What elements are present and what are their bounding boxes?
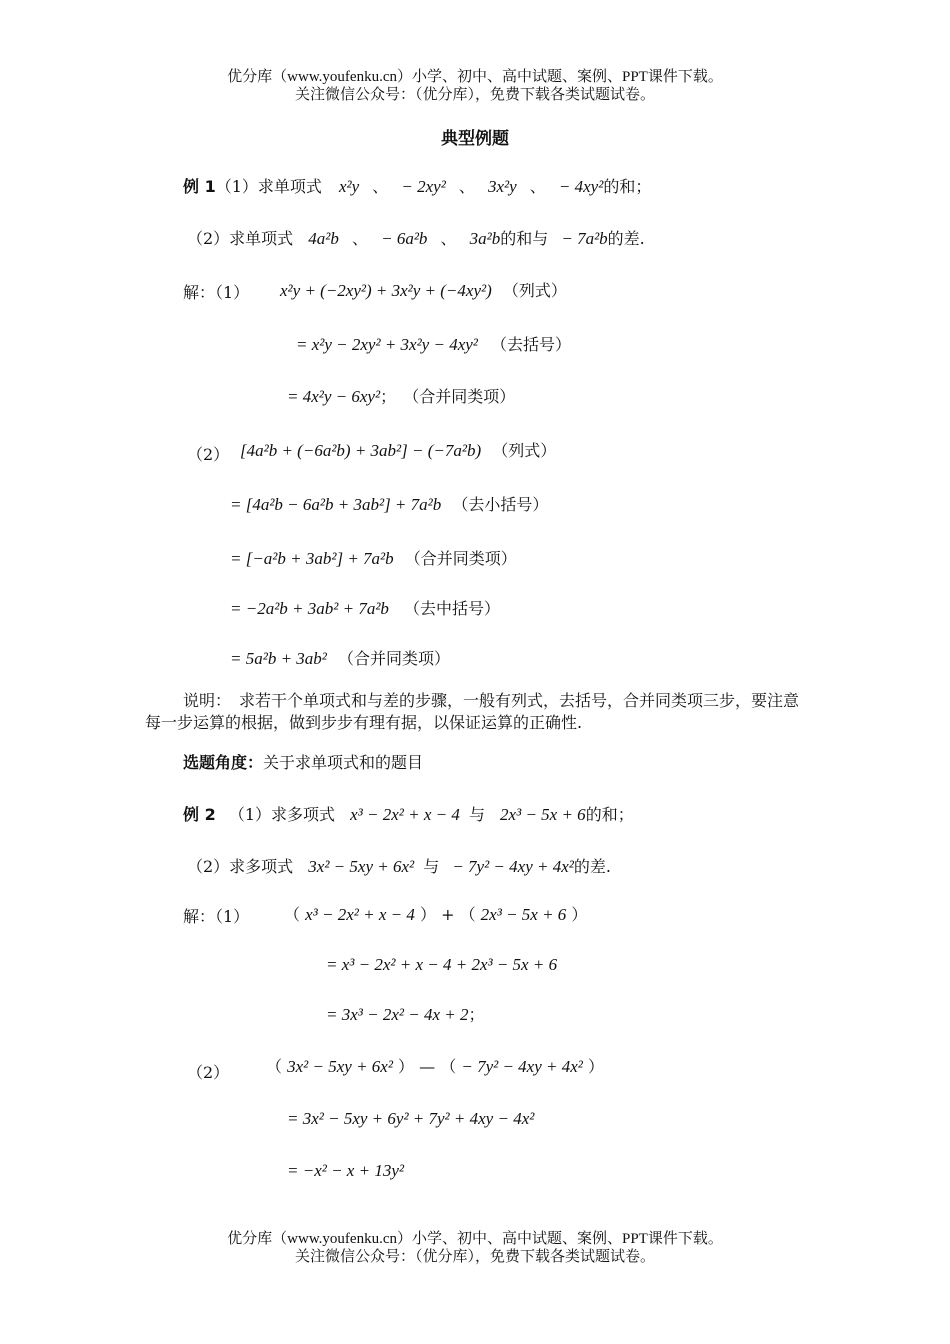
ex2-q1-prefix: （1）求多项式 <box>228 805 335 824</box>
step-note: （去小括号） <box>452 495 549 514</box>
math-expression: x²y + (−2xy²) + 3x²y + (−4xy²) <box>280 281 492 300</box>
math-expression: x³ − 2x² + x − 4 <box>305 905 415 924</box>
separator: 、 <box>351 229 368 248</box>
math-expression: = 3x² − 5xy + 6y² + 7y² + 4xy − 4x² <box>287 1109 535 1128</box>
ex1-term-2: − 2xy² <box>401 177 446 196</box>
ex1-label: 例 1 <box>183 177 216 196</box>
ex2-sol2-step-3 <box>287 1160 404 1182</box>
ex1-sol2-step-2 <box>230 494 548 516</box>
ex1-mono-3: 3a²b <box>469 229 501 248</box>
math-expression: = 5a²b + 3ab² <box>230 649 327 668</box>
math-expression: = 3x³ − 2x² − 4x + 2 <box>326 1005 469 1024</box>
close-paren: ） <box>398 1057 415 1076</box>
ex1-sol2-step-3 <box>230 548 517 570</box>
step-note: （去括号） <box>490 335 571 354</box>
ex2-q1-suffix: 的和； <box>585 805 634 824</box>
math-expression: = [−a²b + 3ab²] + 7a²b <box>230 549 394 568</box>
page-title: 典型例题 <box>441 129 509 149</box>
math-expression: − 7y² − 4xy + 4x² <box>461 1057 583 1076</box>
explanation-note: 说明： 求若干个单项式和与差的步骤，一般有列式，去括号，合并同类项三步，要注意每一步运算的根据，做到步步有理有据，以保证运算的正确性. <box>145 691 800 732</box>
ex1-sol-step-2 <box>296 334 571 356</box>
ex1-mono-1: 4a²b <box>308 229 339 248</box>
footer-line-1: 优分库（www.youfenku.cn）小学、初中、高中试题、案例、PPT课件下载。 <box>227 1231 723 1247</box>
ex1-mono-2: − 6a²b <box>381 229 428 248</box>
math-expression: = −x² − x + 13y² <box>287 1161 404 1180</box>
open-paren: （ <box>284 905 301 924</box>
math-expression: = [4a²b − 6a²b + 3ab²] + 7a²b <box>230 495 442 514</box>
ex2-q1-mid: 与 <box>468 805 485 824</box>
ex2-poly-3: 3x² − 5xy + 6x² <box>308 857 415 876</box>
ex1-question-2 <box>187 228 645 250</box>
step-note: （列式） <box>492 441 557 460</box>
ex2-question-1 <box>183 804 634 826</box>
ex2-q2-suffix: 的差. <box>573 857 611 876</box>
footer-line-2: 关注微信公众号：（优分库），免费下载各类试题试卷。 <box>294 1249 655 1265</box>
ex2-q2-prefix: （2）求多项式 <box>187 857 294 876</box>
open-paren: （ <box>459 905 476 924</box>
ex1-mono-4: − 7a²b <box>561 229 608 248</box>
step-note: （合并同类项） <box>404 549 517 568</box>
minus-sign: — <box>419 1057 436 1076</box>
header-line-1: 优分库（www.youfenku.cn）小学、初中、高中试题、案例、PPT课件下载。 <box>227 69 723 85</box>
close-paren: ） <box>587 1057 604 1076</box>
ex1-sol2-step-1 <box>240 440 556 462</box>
open-paren: （ <box>440 1057 457 1076</box>
ex1-q1-suffix: 的和； <box>603 177 652 196</box>
ex2-sol-step-3 <box>326 1004 484 1026</box>
open-paren: （ <box>266 1057 283 1076</box>
ex2-sol-step-1 <box>284 904 587 926</box>
ex2-sol2-step-1 <box>266 1056 604 1078</box>
math-expression: = x²y − 2xy² + 3x²y − 4xy² <box>296 335 478 354</box>
ex1-part-2-label: （2） <box>187 445 230 464</box>
semicolon: ； <box>380 387 397 406</box>
math-expression: [4a²b + (−6a²b) + 3ab²] − (−7a²b) <box>240 441 482 460</box>
math-expression: 3x² − 5xy + 6x² <box>287 1057 393 1076</box>
header-line-2: 关注微信公众号：（优分库），免费下载各类试题试卷。 <box>294 87 655 103</box>
ex2-sol2-step-2 <box>287 1108 534 1130</box>
ex2-poly-4: − 7y² − 4xy + 4x² <box>452 857 574 876</box>
ex1-q1-prefix: （1）求单项式 <box>215 177 322 196</box>
math-expression: = −2a²b + 3ab² + 7a²b <box>230 599 389 618</box>
ex2-poly-1: x³ − 2x² + x − 4 <box>350 805 460 824</box>
separator: 、 <box>529 177 546 196</box>
ex1-sol-step-3 <box>287 386 515 408</box>
ex2-label: 例 2 <box>183 805 216 824</box>
ex2-part-2-label: （2） <box>187 1063 230 1082</box>
math-expression: 2x³ − 5x + 6 <box>480 905 567 924</box>
separator: 、 <box>458 177 475 196</box>
math-expression: = x³ − 2x² + x − 4 + 2x³ − 5x + 6 <box>326 955 558 974</box>
ex1-q2-prefix: （2）求单项式 <box>187 229 294 248</box>
topic-angle-label: 选题角度： <box>183 753 264 772</box>
ex1-term-3: 3x²y <box>488 177 517 196</box>
ex2-solution-label: 解：（1） <box>183 907 250 926</box>
ex1-sol2-step-5 <box>230 648 450 670</box>
semicolon: ； <box>468 1005 485 1024</box>
ex2-q2-mid: 与 <box>423 857 440 876</box>
ex1-q2-suffix: 的差. <box>607 229 645 248</box>
ex2-question-2 <box>187 856 611 878</box>
math-expression: = 4x²y − 6xy² <box>287 387 381 406</box>
ex1-sol-step-1 <box>280 280 567 302</box>
topic-angle <box>183 752 423 774</box>
step-note: （合并同类项） <box>337 649 450 668</box>
ex1-term-4: − 4xy² <box>558 177 604 196</box>
close-paren: ） <box>571 905 588 924</box>
step-note: （列式） <box>502 281 567 300</box>
ex1-sol2-step-4 <box>230 598 500 620</box>
ex1-solution-label: 解：（1） <box>183 283 250 302</box>
ex1-question-1 <box>183 176 651 198</box>
ex2-poly-2: 2x³ − 5x + 6 <box>500 805 586 824</box>
close-paren: ） <box>419 905 436 924</box>
plus-sign: + <box>441 905 455 924</box>
step-note: （去中括号） <box>404 599 501 618</box>
ex1-term-1: x²y <box>339 177 360 196</box>
ex1-q2-mid: 的和与 <box>500 229 549 248</box>
separator: 、 <box>440 229 457 248</box>
separator: 、 <box>372 177 389 196</box>
topic-angle-text: 关于求单项式和的题目 <box>263 753 424 772</box>
ex2-sol-step-2 <box>326 954 557 976</box>
step-note: （合并同类项） <box>403 387 516 406</box>
